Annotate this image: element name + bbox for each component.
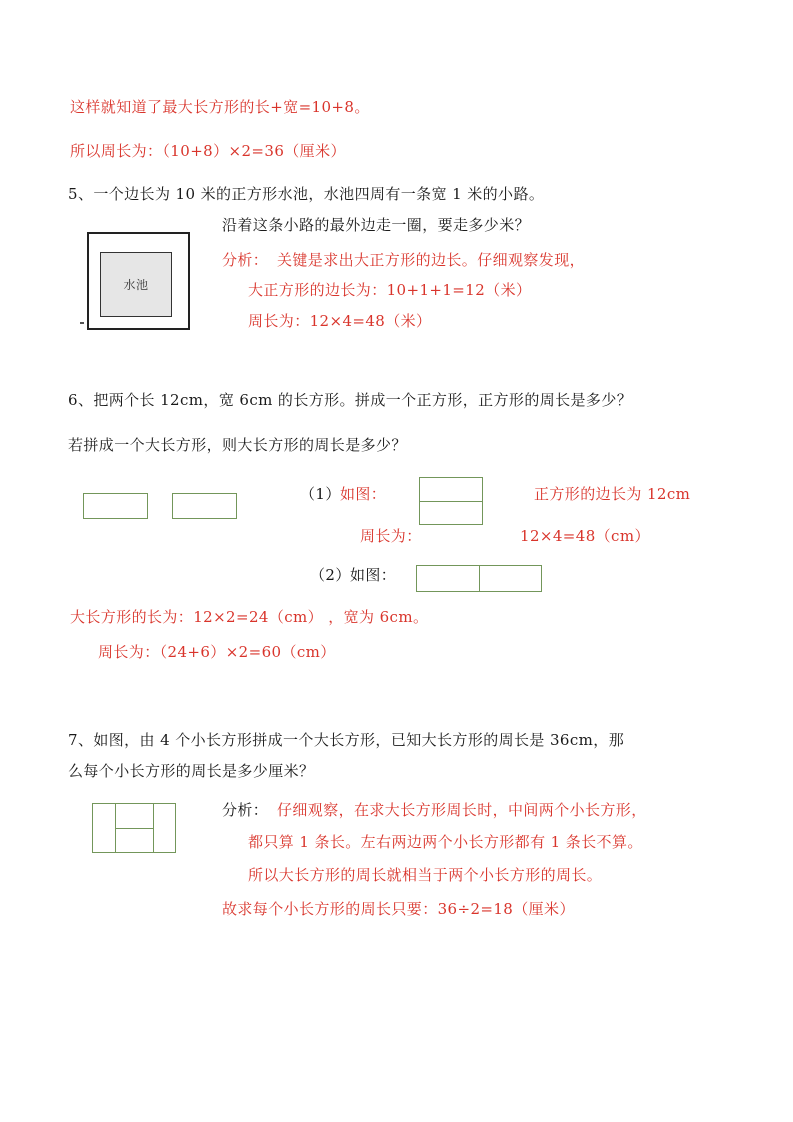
pool-left-tick-mark	[80, 322, 84, 324]
problem-5-analysis-label: 分析：	[222, 251, 269, 269]
problem-7-middle-divider	[115, 828, 153, 829]
problem-6-side-by-side-divider	[479, 565, 480, 592]
problem-6-part1-perimeter-label: 周长为：	[360, 527, 422, 545]
problem-6-part1-number: （1）	[300, 485, 341, 503]
problem-5-analysis-line-1: 关键是求出大正方形的边长。仔细观察发现，	[277, 251, 586, 269]
problem-6-statement-line-2: 若拼成一个大长方形，则大长方形的周长是多少？	[68, 436, 407, 454]
problem-7-analysis-label: 分析：	[222, 801, 269, 819]
problem-5-question: 沿着这条小路的最外边走一圈，要走多少米？	[222, 216, 531, 234]
pool-inner-square	[100, 252, 172, 317]
problem-7-statement-line-2: 么每个小长方形的周长是多少厘米？	[68, 762, 315, 780]
problem-5-statement: 5、一个边长为 10 米的正方形水池，水池四周有一条宽 1 米的小路。	[68, 185, 545, 203]
problem-6-rectangle-a	[83, 493, 148, 519]
problem-6-part2-number: （2）	[310, 566, 351, 584]
problem-7-statement-line-1: 7、如图，由 4 个小长方形拼成一个大长方形，已知大长方形的周长是 36cm，那	[68, 731, 625, 749]
top-answer-line-1: 这样就知道了最大长方形的长+宽=10+8。	[70, 98, 370, 116]
problem-7-conclusion: 故求每个小长方形的周长只要：36÷2=18（厘米）	[222, 900, 575, 918]
problem-7-analysis-line-1: 仔细观察，在求大长方形周长时，中间两个小长方形，	[277, 801, 647, 819]
problem-7-right-divider	[153, 803, 154, 853]
problem-5-analysis-line-2: 大正方形的边长为：10+1+1=12（米）	[248, 281, 532, 299]
problem-7-analysis-line-3: 所以大长方形的周长就相当于两个小长方形的周长。	[248, 866, 603, 884]
problem-6-rectangle-b	[172, 493, 237, 519]
problem-6-part1-label: 如图：	[340, 485, 387, 503]
problem-6-part2-label: 如图：	[350, 566, 397, 584]
problem-5-analysis-line-3: 周长为：12×4=48（米）	[248, 312, 432, 330]
problem-6-answer-line-1: 大长方形的长为：12×2=24（cm） ，宽为 6cm。	[70, 608, 429, 626]
top-answer-line-2: 所以周长为：（10+8）×2=36（厘米）	[70, 142, 346, 160]
problem-6-statement-line-1: 6、把两个长 12cm，宽 6cm 的长方形。拼成一个正方形，正方形的周长是多少？	[68, 391, 633, 409]
problem-6-part1-note: 正方形的边长为 12cm	[534, 485, 691, 503]
pool-label: 水池	[123, 278, 149, 292]
problem-6-part1-perimeter-value: 12×4=48（cm）	[520, 527, 650, 545]
problem-6-answer-line-2: 周长为：（24+6）×2=60（cm）	[98, 643, 336, 661]
problem-7-analysis-line-2: 都只算 1 条长。左右两边两个小长方形都有 1 条长不算。	[248, 833, 643, 851]
problem-6-stacked-square-divider	[419, 501, 483, 502]
